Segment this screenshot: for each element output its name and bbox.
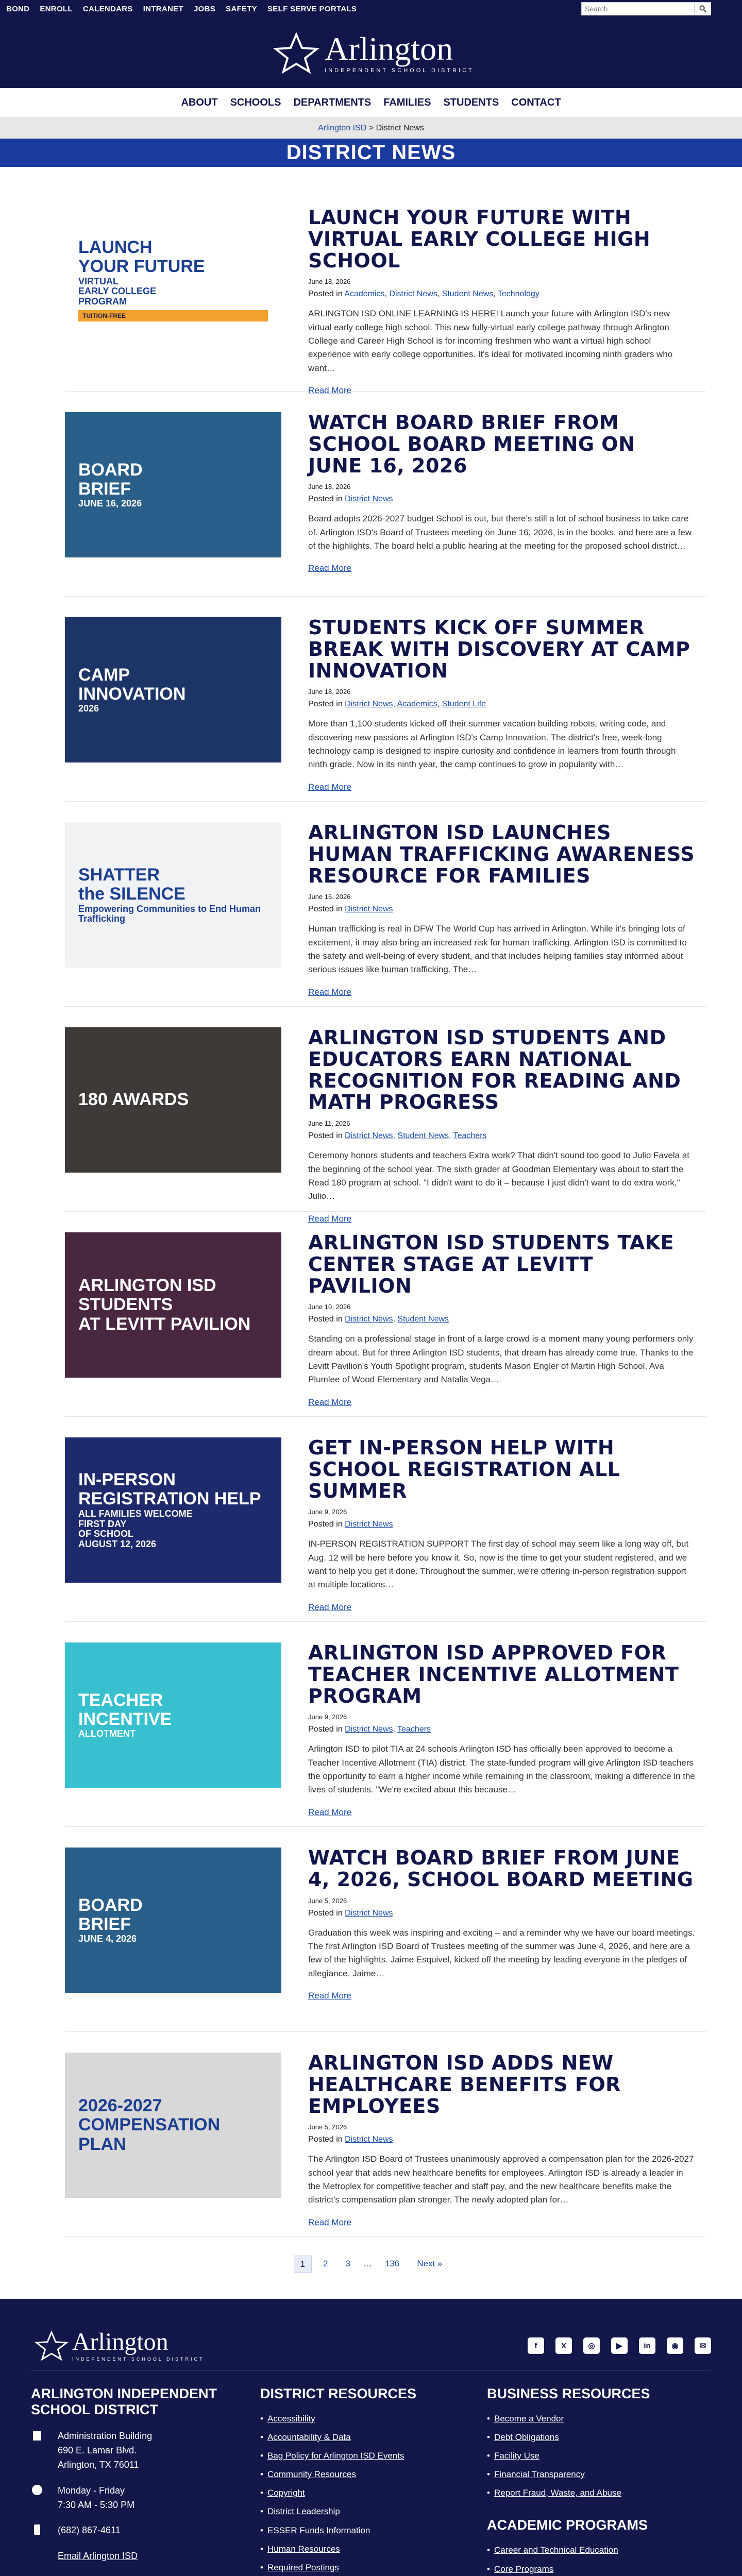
- post-thumbnail[interactable]: [65, 1437, 281, 1583]
- district-logo[interactable]: [268, 32, 474, 74]
- post-excerpt: Board adopts 2026-2027 budget School is out, but there's still a lot of school business to take care of. Arlington ISD's Board of Trustees meeting on June 16, 2026, is in the books, and here are a few of the highlights. The board held a public hearing at the meeting for the proposed school district…: [308, 514, 692, 551]
- read-more-link[interactable]: Read More: [308, 1213, 352, 1224]
- page-last[interactable]: 136: [384, 2259, 400, 2268]
- post-date: June 5, 2026: [308, 2123, 347, 2131]
- footer-link[interactable]: • ESSER Funds Information: [260, 2525, 487, 2536]
- thumb-text: YOUR FUTURE: [78, 257, 205, 277]
- posted-in-label: Posted in: [308, 1908, 343, 1918]
- posted-in-label: Posted in: [308, 1131, 343, 1141]
- footer-link[interactable]: • Report Fraud, Waste, and Abuse: [487, 2487, 703, 2499]
- post-category-link[interactable]: District News: [345, 495, 393, 504]
- academic-title: ACADEMIC PROGRAMS: [487, 2517, 648, 2533]
- nav-about[interactable]: ABOUT: [181, 96, 218, 108]
- read-more-link[interactable]: Read More: [308, 385, 352, 396]
- util-link-calendars[interactable]: CALENDARS: [82, 4, 133, 13]
- read-more-link[interactable]: Read More: [308, 1602, 352, 1612]
- util-link-jobs[interactable]: JOBS: [193, 4, 216, 13]
- footer-link[interactable]: • Accountability & Data: [260, 2432, 487, 2443]
- pagination: [0, 2256, 742, 2273]
- thumb-text: AUGUST 12, 2026: [78, 1539, 157, 1550]
- post-title[interactable]: ARLINGTON ISD ADDS NEW HEALTHCARE BENEFITS FOR EMPLOYEES: [308, 2052, 621, 2117]
- post-title[interactable]: ARLINGTON ISD STUDENTS TAKE CENTER STAGE AT LEVITT PAVILION: [308, 1231, 674, 1297]
- post-category-link[interactable]: Technology: [497, 290, 539, 299]
- post-title[interactable]: GET IN-PERSON HELP WITH SCHOOL REGISTRATION ALL SUMMER: [308, 1436, 620, 1502]
- post-title[interactable]: LAUNCH YOUR FUTURE WITH VIRTUAL EARLY COLLEGE HIGH SCHOOL: [308, 206, 651, 272]
- read-more-link[interactable]: Read More: [308, 1807, 352, 1817]
- news-post: [65, 392, 706, 597]
- post-date: June 16, 2026: [308, 893, 351, 901]
- business-title: BUSINESS RESOURCES: [487, 2386, 650, 2401]
- x-icon[interactable]: X: [555, 2337, 572, 2354]
- instagram-icon[interactable]: ◎: [583, 2337, 600, 2354]
- post-body: [308, 822, 706, 1006]
- footer-link[interactable]: • District Leadership: [260, 2506, 487, 2517]
- logo-name: Arlington: [325, 30, 453, 67]
- footer-link[interactable]: • Accessibility: [260, 2413, 487, 2425]
- util-link-enroll[interactable]: ENROLL: [40, 4, 73, 13]
- post-category-link[interactable]: District News: [345, 1725, 393, 1734]
- post-excerpt: IN-PERSON REGISTRATION SUPPORT The first day of school may seem like a long way off, but Aug. 12 will be here before you know it. So, now is the time to get your student registered, and we want to help you get it done. Throughout the summer, we're offering in-person registration support at multiple locations…: [308, 1539, 689, 1590]
- post-categories: [308, 2135, 696, 2144]
- post-category-link[interactable]: Student Life: [442, 700, 486, 709]
- post-body: [308, 1642, 706, 1826]
- main-nav: [0, 88, 742, 117]
- footer-link[interactable]: • Bag Policy for Arlington ISD Events: [260, 2450, 487, 2462]
- thumb-text: JUNE 4, 2026: [78, 1934, 137, 1944]
- util-link-bond[interactable]: BOND: [6, 4, 30, 13]
- post-categories: Posted in District News, Student News: [308, 1315, 449, 1324]
- news-post: [65, 802, 706, 1007]
- nav-students[interactable]: STUDENTS: [443, 96, 499, 108]
- thumb-text: BRIEF: [78, 479, 131, 499]
- posted-in-label: Posted in: [308, 905, 343, 914]
- news-post: [65, 597, 706, 802]
- thumb-text: BOARD: [78, 1895, 143, 1915]
- facebook-icon[interactable]: f: [528, 2337, 544, 2354]
- post-date: June 18, 2026: [308, 278, 351, 286]
- page-ellipsis: …: [363, 2259, 372, 2268]
- footer-phone: [31, 2523, 260, 2538]
- post-category-link[interactable]: District News: [345, 1131, 393, 1141]
- read-more-link[interactable]: Read More: [308, 1397, 352, 1407]
- thumb-text: REGISTRATION HELP: [78, 1489, 261, 1509]
- post-category-link[interactable]: Academics: [344, 290, 385, 299]
- thumb-text: JUNE 16, 2026: [78, 498, 142, 509]
- news-post: [65, 1827, 706, 2032]
- post-categories: Posted in Academics, District News, Student News, Technology: [308, 290, 539, 299]
- logo-sub: INDEPENDENT SCHOOL DISTRICT: [325, 67, 474, 74]
- news-post: [65, 1417, 706, 1622]
- news-post: [65, 1212, 706, 1417]
- read-more-link[interactable]: Read More: [308, 2217, 352, 2227]
- footer-link[interactable]: • Human Resources: [260, 2544, 487, 2555]
- footer-link[interactable]: • Required Postings: [260, 2562, 487, 2573]
- thumb-text: PROGRAM: [78, 296, 127, 307]
- footer-link[interactable]: • Financial Transparency: [487, 2469, 703, 2480]
- posted-in-label: Posted in: [308, 2135, 343, 2144]
- post-category-link[interactable]: District News: [345, 1315, 393, 1324]
- util-link-safety[interactable]: SAFETY: [226, 4, 257, 13]
- breadcrumb-current: District News: [376, 123, 424, 132]
- star-logo-icon: [31, 2330, 72, 2361]
- posted-in-label: Posted in: [308, 290, 343, 299]
- post-body: [308, 412, 706, 596]
- util-link-intranet[interactable]: INTRANET: [143, 4, 183, 13]
- site-footer: [0, 2299, 742, 2576]
- thumb-text: ARLINGTON ISD STUDENTS: [78, 1275, 216, 1315]
- post-date: June 10, 2026: [308, 1303, 351, 1311]
- post-categories: Posted in District News, Academics, Student Life: [308, 700, 486, 709]
- read-more-link[interactable]: Read More: [308, 987, 352, 997]
- post-category-link[interactable]: District News: [345, 2135, 393, 2144]
- hours-line: 7:30 AM - 5:30 PM: [58, 2499, 135, 2510]
- clock-icon: [31, 2484, 43, 2496]
- academic-list: [487, 2545, 703, 2576]
- post-categories: Posted in District News, Teachers: [308, 1725, 431, 1734]
- footer-email: [31, 2549, 260, 2564]
- post-title[interactable]: WATCH BOARD BRIEF FROM JUNE 4, 2026, SCHOOL BOARD MEETING: [308, 1846, 694, 1891]
- utility-bar: [0, 0, 742, 18]
- thumb-text: the SILENCE: [78, 884, 185, 904]
- flickr-icon[interactable]: ◉: [667, 2337, 683, 2354]
- page-next[interactable]: Next »: [417, 2259, 443, 2268]
- thumb-text: Empowering Communities to End Human Trafficking: [78, 903, 261, 924]
- post-excerpt: Ceremony honors students and teachers Extra work? That didn't sound too good to Julio Favela at the beginning of the school year. The sixth grader at Goodman Elementary was about to start the Read 180 program at school. "I didn't want to do it – because I just didn't want to do extra work," Julio…: [308, 1150, 690, 1201]
- post-title[interactable]: ARLINGTON ISD STUDENTS AND EDUCATORS EARN NATIONAL RECOGNITION FOR READING AND MATH PROGRESS: [308, 1026, 681, 1114]
- post-list: [36, 187, 706, 2237]
- thumb-text: INNOVATION: [78, 684, 186, 704]
- nav-families[interactable]: FAMILIES: [383, 96, 431, 108]
- post-categories: [308, 905, 696, 914]
- phone-icon: [31, 2523, 43, 2536]
- posted-in-label: Posted in: [308, 1315, 343, 1324]
- thumb-text: 2026-2027: [78, 2095, 162, 2115]
- thumb-text: 2026: [78, 703, 99, 714]
- post-categories: [308, 495, 696, 504]
- footer-link[interactable]: • Become a Vendor: [487, 2413, 703, 2425]
- thumb-text: FIRST DAY: [78, 1518, 127, 1529]
- post-body: [308, 1437, 706, 1621]
- footer-link[interactable]: • Copyright: [260, 2487, 487, 2499]
- posted-in-label: Posted in: [308, 700, 343, 709]
- footer-hours: [31, 2484, 260, 2513]
- post-category-link[interactable]: Teachers: [397, 1725, 431, 1734]
- header-brand: [0, 18, 742, 88]
- post-date: June 9, 2026: [308, 1713, 347, 1721]
- nav-contact[interactable]: CONTACT: [511, 96, 561, 108]
- post-category-link[interactable]: District News: [345, 1520, 393, 1529]
- post-category-link[interactable]: Teachers: [453, 1131, 487, 1141]
- thumb-text: AT LEVITT PAVILION: [78, 1314, 251, 1334]
- post-thumbnail[interactable]: [65, 2053, 281, 2198]
- search-button[interactable]: [695, 2, 711, 15]
- thumb-text: EARLY COLLEGE: [78, 286, 157, 297]
- post-category-link[interactable]: District News: [389, 290, 437, 299]
- thumb-text: VIRTUAL: [78, 276, 119, 286]
- breadcrumb-home[interactable]: Arlington ISD: [318, 123, 367, 132]
- news-post: [65, 2032, 706, 2237]
- thumb-text: CAMP: [78, 665, 130, 685]
- social-links: [528, 2337, 711, 2354]
- post-excerpt: Standing on a professional stage in front of a large crowd is a moment many young performers only dream about. But for three Arlington ISD students, that dream has already come true. Thanks to the Levitt Pavilion's Youth Spotlight program, students Mason Engler of Martin High School, Ava Plumlee of Wood Elementary and Natalia Vega…: [308, 1334, 694, 1385]
- thumb-text: COMPENSATION PLAN: [78, 2115, 221, 2154]
- thumb-text: 180 AWARDS: [78, 1090, 189, 1110]
- post-body: [308, 1848, 706, 2031]
- post-date: June 9, 2026: [308, 1508, 347, 1516]
- post-title[interactable]: ARLINGTON ISD APPROVED FOR TEACHER INCENTIVE ALLOTMENT PROGRAM: [308, 1641, 679, 1707]
- footer-link[interactable]: • Debt Obligations: [487, 2432, 703, 2443]
- post-date: June 5, 2026: [308, 1896, 347, 1905]
- post-excerpt: The Arlington ISD Board of Trustees unanimously approved a compensation plan for the 2026-2027 school year that adds new healthcare benefits for employees. Arlington ISD is already a leader in the Metroplex for competitive teacher and staff pay, and the new healthcare benefits make the district's compensation plan stronger. The newly adopted plan for…: [308, 2154, 694, 2205]
- read-more-link[interactable]: Read More: [308, 1990, 352, 2001]
- footer-logo[interactable]: [31, 2330, 205, 2362]
- post-thumbnail[interactable]: [65, 617, 281, 762]
- resources-list: [260, 2413, 487, 2576]
- post-thumbnail[interactable]: [65, 412, 281, 557]
- news-post: [65, 187, 706, 396]
- footer-logo-sub: INDEPENDENT SCHOOL DISTRICT: [72, 2357, 205, 2362]
- thumb-text: TEACHER: [78, 1690, 163, 1710]
- breadcrumb-sep: >: [368, 123, 374, 132]
- post-title[interactable]: WATCH BOARD BRIEF FROM SCHOOL BOARD MEETING ON JUNE 16, 2026: [308, 411, 635, 477]
- post-excerpt: Human trafficking is real in DFW The World Cup has arrived in Arlington. While it's bringing lots of excitement, it may also bring an increased risk for human trafficking. Arlington ISD is committed to the safety and well-being of every student, and that includes helping families stay informed about serious issues like human trafficking. The…: [308, 924, 687, 975]
- email-icon[interactable]: ✉: [695, 2337, 711, 2354]
- breadcrumb: [0, 117, 742, 139]
- search-input[interactable]: [581, 2, 695, 15]
- page-1[interactable]: 1: [294, 2256, 312, 2273]
- post-categories: [308, 1909, 696, 1918]
- util-link-portals[interactable]: SELF SERVE PORTALS: [267, 4, 357, 13]
- post-title[interactable]: ARLINGTON ISD LAUNCHES HUMAN TRAFFICKING AWARENESS RESOURCE FOR FAMILIES: [308, 821, 695, 887]
- post-thumbnail[interactable]: [65, 822, 281, 968]
- email-link[interactable]: Email Arlington ISD: [58, 2551, 138, 2562]
- post-category-link[interactable]: Student News: [397, 1315, 449, 1324]
- footer-address: [31, 2429, 260, 2472]
- youtube-icon[interactable]: ▶: [611, 2337, 628, 2354]
- thumb-text: ALLOTMENT: [78, 1728, 136, 1739]
- post-excerpt: More than 1,100 students kicked off their summer vacation building robots, writing code, and discovering new passions at Arlington ISD's Camp Innovation. The district's free, week-long technology camp is designed to inspire curiosity and confidence in learners from fourth through ninth grade. Now in its ninth year, the camp continues to grow in popularity with…: [308, 719, 676, 770]
- post-thumbnail[interactable]: [65, 1642, 281, 1788]
- read-more-link[interactable]: Read More: [308, 563, 352, 573]
- post-body: [308, 206, 706, 396]
- post-thumbnail[interactable]: [65, 1027, 281, 1173]
- thumb-badge: TUITION-FREE: [78, 310, 268, 321]
- thumb-text: LAUNCH: [78, 237, 153, 257]
- address-line: Arlington, TX 76011: [58, 2459, 139, 2470]
- read-more-link[interactable]: Read More: [308, 782, 352, 792]
- footer-logo-name: Arlington: [72, 2328, 168, 2355]
- footer-link[interactable]: • Community Resources: [260, 2469, 487, 2480]
- post-category-link[interactable]: Student News: [397, 1131, 449, 1141]
- post-category-link[interactable]: District News: [345, 1908, 393, 1918]
- phone-link[interactable]: (682) 867-4611: [58, 2525, 121, 2536]
- resources-title: DISTRICT RESOURCES: [260, 2386, 417, 2401]
- search-icon: [699, 5, 706, 12]
- thumb-text: SHATTER: [78, 865, 160, 885]
- address-line: 690 E. Lamar Blvd.: [58, 2445, 137, 2455]
- footer-link[interactable]: • Core Programs: [487, 2564, 703, 2575]
- post-excerpt: Arlington ISD to pilot TIA at 24 schools Arlington ISD has officially been approved to become a Teacher Incentive Allotment (TIA) district. The state-funded program will give Arlington ISD teachers the opportunity to earn a higher income while remaining in the classroom, making a difference in the lives of students. "We're excited about this because…: [308, 1744, 695, 1795]
- thumb-text: OF SCHOOL: [78, 1529, 133, 1539]
- nav-schools[interactable]: SCHOOLS: [230, 96, 281, 108]
- star-logo-icon: [268, 32, 325, 74]
- footer-link[interactable]: • Facility Use: [487, 2450, 703, 2462]
- page-2[interactable]: 2: [323, 2259, 328, 2268]
- post-category-link[interactable]: Academics: [397, 700, 437, 709]
- page-3[interactable]: 3: [345, 2259, 350, 2268]
- post-date: June 18, 2026: [308, 483, 351, 491]
- business-list: [487, 2413, 703, 2499]
- footer-district-title: ARLINGTON INDEPENDENT SCHOOL DISTRICT: [31, 2386, 217, 2417]
- post-body: [308, 617, 706, 801]
- post-title[interactable]: STUDENTS KICK OFF SUMMER BREAK WITH DISCOVERY AT CAMP INNOVATION: [308, 616, 690, 682]
- posted-in-label: Posted in: [308, 1520, 343, 1529]
- nav-departments[interactable]: DEPARTMENTS: [293, 96, 372, 108]
- news-post: [65, 1622, 706, 1827]
- thumb-text: BRIEF: [78, 1914, 131, 1935]
- posted-in-label: Posted in: [308, 495, 343, 504]
- posted-in-label: Posted in: [308, 1725, 343, 1734]
- news-post: [65, 1007, 706, 1224]
- post-excerpt: Graduation this week was inspiring and exciting – and a reminder why we have our board meetings. The first Arlington ISD Board of Trustees meeting of the summer was June 4, 2026, and here are a few of the highlights. Jaime Esquivel, kicked off the meeting by leading everyone in the pledges of allegiance. Jaime…: [308, 1927, 695, 1978]
- page-title: DISTRICT NEWS: [0, 139, 742, 167]
- post-body: [308, 2053, 706, 2236]
- post-category-link[interactable]: Student News: [442, 290, 494, 299]
- post-body: [308, 1026, 706, 1224]
- thumb-text: ALL FAMILIES WELCOME: [78, 1508, 193, 1519]
- post-category-link[interactable]: District News: [345, 905, 393, 914]
- post-categories: [308, 1520, 696, 1529]
- address-line: Administration Building: [58, 2431, 153, 2441]
- thumb-text: BOARD: [78, 460, 143, 480]
- post-thumbnail[interactable]: [65, 1848, 281, 1993]
- post-categories: Posted in District News, Student News, Teachers: [308, 1131, 487, 1141]
- linkedin-icon[interactable]: in: [639, 2337, 655, 2354]
- thumb-text: IN-PERSON: [78, 1470, 176, 1490]
- post-thumbnail[interactable]: [65, 1232, 281, 1378]
- building-icon: [31, 2429, 43, 2442]
- post-date: June 11, 2026: [308, 1120, 350, 1128]
- post-body: [308, 1232, 706, 1416]
- thumb-text: INCENTIVE: [78, 1709, 172, 1730]
- post-category-link[interactable]: District News: [345, 700, 393, 709]
- post-excerpt: ARLINGTON ISD ONLINE LEARNING IS HERE! Launch your future with Arlington ISD's new virtual early college high school. This new fully-virtual early college pathway through Arlington College and Career High School is for incoming freshmen who want a virtual high school experience with early college opportunities. It's ideal for motivated incoming ninth graders who want…: [308, 309, 673, 373]
- footer-link[interactable]: • Career and Technical Education: [487, 2545, 703, 2556]
- search-form: [581, 2, 711, 15]
- post-thumbnail[interactable]: [65, 207, 281, 352]
- hours-line: Monday - Friday: [58, 2485, 125, 2496]
- post-date: June 18, 2026: [308, 688, 351, 696]
